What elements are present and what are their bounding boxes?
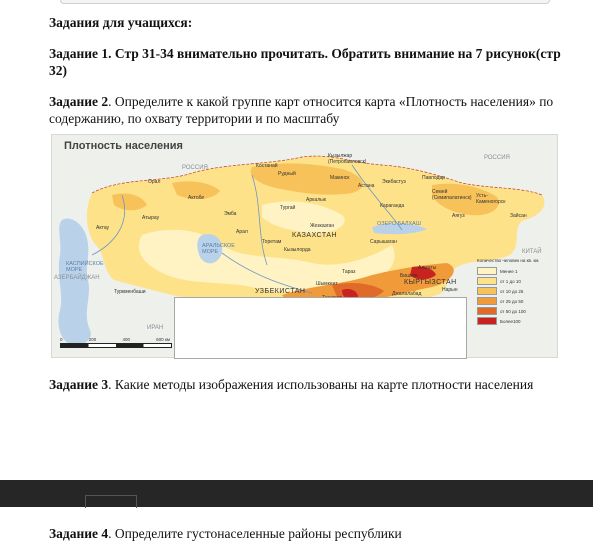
legend-swatch [477, 307, 497, 315]
city-atyrau: Атырау [142, 215, 160, 221]
legend-row [477, 306, 555, 316]
label-iran: ИРАН [147, 325, 164, 331]
task-1-text: Стр 31-34 внимательно прочитать. Обратить внимание на 7 рисунок(стр 32) [49, 46, 561, 78]
scale-tick-3: 600 км [156, 337, 170, 342]
blank-overlay-box [174, 297, 467, 359]
label-uzbekistan: УЗБЕКИСТАН [255, 288, 306, 295]
city-taraz: Тараз [342, 269, 356, 275]
city-kyzylorda: Кызылорда [284, 247, 311, 253]
legend-label: от 1 до 10 [500, 278, 521, 284]
legend-label: Более100 [500, 318, 521, 324]
task-3 [49, 376, 569, 393]
legend-swatch [477, 297, 497, 305]
top-bar [60, 0, 550, 4]
label-russia-east: РОССИЯ [484, 155, 510, 161]
city-jalalabad: Джалалабад [392, 291, 422, 297]
city-shymkent: Шымкент [316, 281, 338, 287]
legend-swatch [477, 287, 497, 295]
city-ekibastuz: Экибастуз [382, 179, 406, 185]
city-astana: Астана [358, 183, 375, 189]
city-oskemen: Усть-Каменогорск [476, 193, 506, 205]
task-2-text: . Определите к какой группе карт относится карта «Плотность населения» по содержанию, по охвату территории и по масштабу [49, 94, 554, 126]
task-2-label: Задание 2 [49, 94, 109, 109]
city-turgay: Тургай [280, 205, 296, 211]
legend-label: Менее 1 [500, 268, 518, 274]
legend-swatch [477, 317, 497, 325]
label-kazakhstan: КАЗАХСТАН [292, 232, 338, 239]
city-emba: Эмба [224, 211, 237, 217]
city-petropavlovsk: Кызылжар (Петропавловск) [328, 153, 367, 165]
city-zaysan: Зайсан [510, 213, 527, 219]
city-toretam: Торетам [262, 239, 282, 245]
city-makinsk: Макинск [330, 175, 350, 181]
city-semey: Семей (Семипалатинск) [432, 189, 472, 201]
city-aktau: Актау [96, 225, 110, 231]
label-russia-west: РОССИЯ [182, 165, 208, 171]
task-3-label: Задание 3 [49, 377, 109, 392]
label-caspian: КАСПИЙСКОЕ МОРЕ [66, 261, 104, 273]
map-title: Плотность населения [64, 140, 183, 152]
city-aral: Арал [236, 229, 248, 235]
legend-swatch [477, 277, 497, 285]
city-pavlodar: Павлодар [422, 175, 446, 181]
city-aktobe: Актобе [188, 195, 205, 201]
legend-row [477, 316, 555, 326]
scale-bar [60, 343, 172, 348]
city-kostanay: Костанай [256, 163, 278, 169]
map-legend [477, 258, 555, 326]
city-naryn: Нарын [442, 287, 458, 293]
dark-band-frame [85, 495, 137, 508]
task-4-label: Задание 4 [49, 526, 109, 541]
legend-label: от 10 до 25 [500, 288, 524, 294]
legend-label: от 25 до 50 [500, 298, 524, 304]
task-1 [49, 45, 569, 79]
map-scale [60, 337, 170, 348]
legend-swatch [477, 267, 497, 275]
city-zhezkazgan: Жезказган [310, 223, 335, 229]
legend-row [477, 276, 555, 286]
label-azerbaijan: АЗЕРБАЙДЖАН [54, 275, 100, 281]
label-aral: АРАЛЬСКОЕ МОРЕ [202, 243, 235, 255]
city-karaganda: Караганда [380, 203, 405, 209]
city-oral: Орал [148, 179, 161, 185]
city-saryshagan: Сарышаган [370, 239, 397, 245]
legend-title: Количество человек на кв. км [477, 258, 539, 263]
legend-label: от 50 до 100 [500, 308, 526, 314]
legend-row [477, 286, 555, 296]
city-ayaguz: Аягуз [452, 213, 465, 219]
city-rudny: Рудный [278, 171, 296, 177]
label-balkhash: ОЗЕРО БАЛХАШ [377, 221, 421, 227]
city-almaty: Алматы [418, 265, 437, 271]
task-3-text: . Какие методы изображения использованы на карте плотности населения [108, 377, 534, 392]
city-arkalyk: Аркалык [306, 197, 326, 203]
task-1-label: Задание 1. [49, 46, 112, 61]
label-china: КИТАЙ [522, 249, 542, 255]
page-header: Задания для учащихся: [49, 15, 193, 30]
city-bishkek: Бишкек [400, 273, 418, 279]
scale-tick-2: 400 [122, 337, 130, 342]
dark-band [0, 480, 593, 507]
task-2 [49, 93, 569, 127]
scale-tick-0: 0 [60, 337, 63, 342]
label-kyrgyzstan: КЫРГЫЗСТАН [404, 279, 457, 286]
scale-ticks [60, 337, 170, 342]
task-4-text: . Определите густонаселенные районы республики [108, 526, 402, 541]
legend-row [477, 296, 555, 306]
scale-tick-1: 200 [88, 337, 97, 342]
city-turkmenbashi: Туркменбаши [114, 289, 146, 295]
task-4 [49, 525, 569, 542]
legend-row [477, 266, 555, 276]
